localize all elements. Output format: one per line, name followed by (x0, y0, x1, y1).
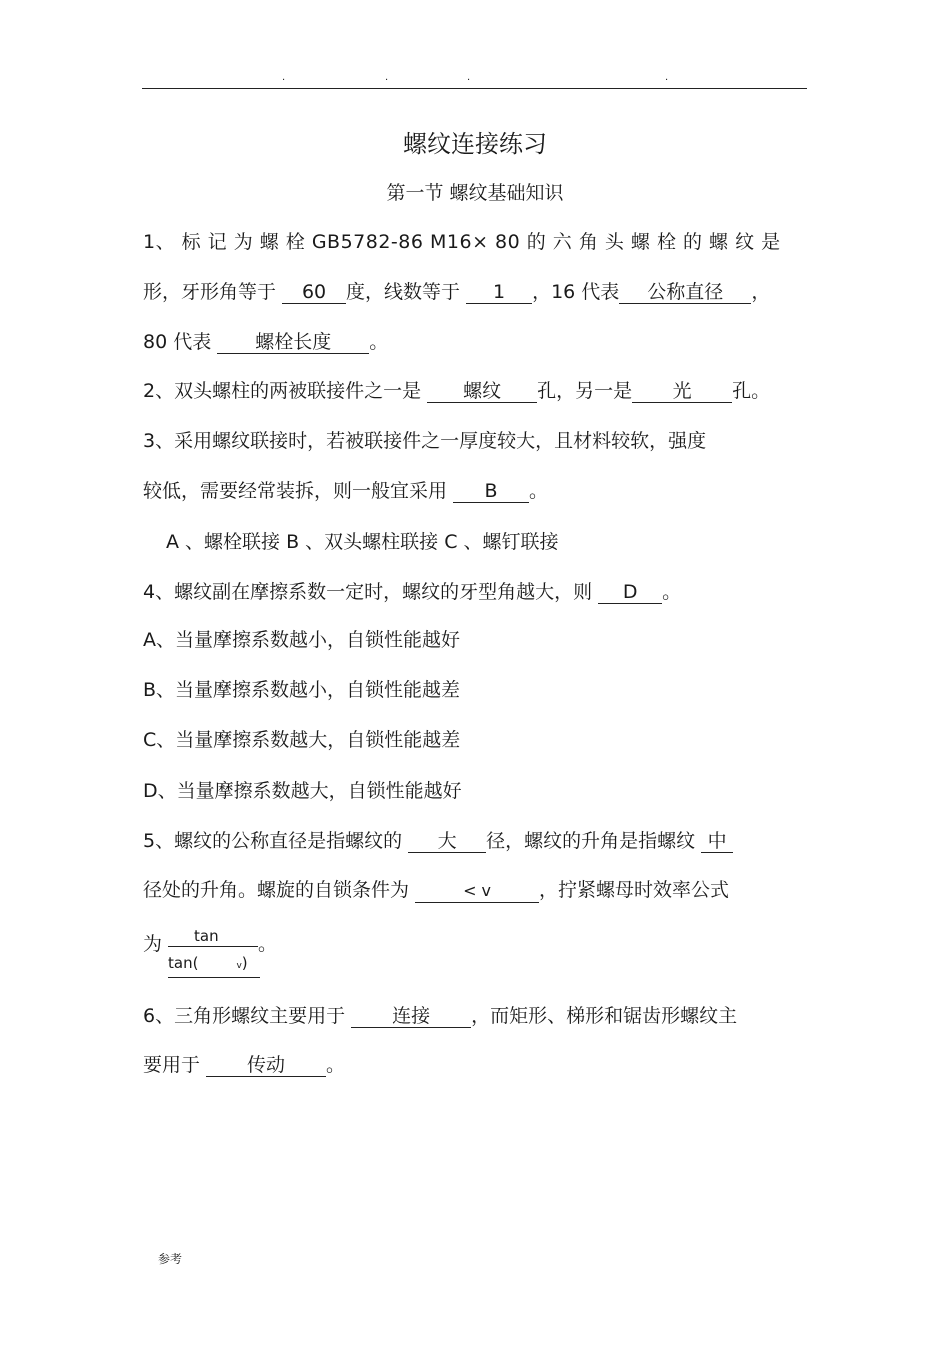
q5-line-3-end: 。 (258, 933, 278, 955)
q4-option-a: A、当量摩擦系数越小，自锁性能越好 (143, 629, 460, 651)
header-rule (142, 88, 807, 89)
q4-option-c: C、当量摩擦系数越大，自锁性能越差 (143, 729, 461, 751)
q5-line-3-prefix: 为 (143, 933, 163, 955)
q3-line-2: 较低，需要经常装拆，则一般宜采用 B 。 (143, 480, 549, 502)
answer-blank: < v (415, 880, 539, 903)
q3-options: A 、螺栓联接 B 、双头螺柱联接 C 、螺钉联接 (166, 531, 559, 553)
answer-blank: 传动 (206, 1054, 326, 1077)
answer-blank: 光 (632, 380, 732, 403)
q4-stem: 4、螺纹副在摩擦系数一定时，螺纹的牙型角越大，则 D 。 (143, 581, 682, 603)
q4-option-b: B、当量摩擦系数越小，自锁性能越差 (143, 679, 461, 701)
answer-blank: 螺栓长度 (217, 331, 369, 354)
answer-blank: 公称直径 (619, 281, 751, 304)
answer-blank: 连接 (351, 1005, 471, 1028)
q5-line-2: 径处的升角。螺旋的自锁条件为 < v ，拧紧螺母时效率公式 (143, 879, 730, 901)
answer-blank: 60 (282, 281, 346, 304)
section-title: 第一节 螺纹基础知识 (386, 182, 564, 204)
answer-blank: 大 (408, 830, 486, 853)
header-dot: . (467, 72, 471, 83)
answer-blank: D (598, 581, 662, 604)
q1-line-3: 80 代表 螺栓长度 。 (143, 331, 389, 353)
q6-line-1: 6、三角形螺纹主要用于 连接 ，而矩形、梯形和锯齿形螺纹主 (143, 1005, 738, 1027)
fraction-denominator: tan( v) (168, 952, 260, 978)
q3-line-1: 3、采用螺纹联接时，若被联接件之一厚度较大，且材料较软，强度 (143, 430, 707, 452)
q1-line-2: 形，牙形角等于 60 度，线数等于 1 ，16 代表 公称直径 ， (143, 281, 771, 303)
header-dot: . (282, 72, 286, 83)
q5-line-1: 5、螺纹的公称直径是指螺纹的 大 径，螺纹的升角是指螺纹 中 (143, 828, 733, 854)
header-dot: . (385, 72, 389, 83)
q2-line: 2、双头螺柱的两被联接件之一是 螺纹 孔，另一是 光 孔。 (143, 380, 771, 402)
fraction-numerator: tan (168, 926, 258, 947)
page-title: 螺纹连接练习 (403, 130, 547, 158)
q1-line-1: 1、 标 记 为 螺 栓 GB5782-86 M16× 80 的 六 角 头 螺 栓 的 螺 纹 是 (143, 231, 781, 253)
answer-blank: 中 (701, 830, 733, 853)
q6-line-2: 要用于 传动 。 (143, 1054, 346, 1076)
answer-blank: 螺纹 (427, 380, 537, 403)
answer-blank: B (453, 480, 529, 503)
page-footer: 参考 (158, 1252, 183, 1266)
header-dot: . (665, 72, 669, 83)
answer-blank: 1 (466, 281, 532, 304)
q4-option-d: D、当量摩擦系数越大，自锁性能越好 (143, 780, 462, 802)
